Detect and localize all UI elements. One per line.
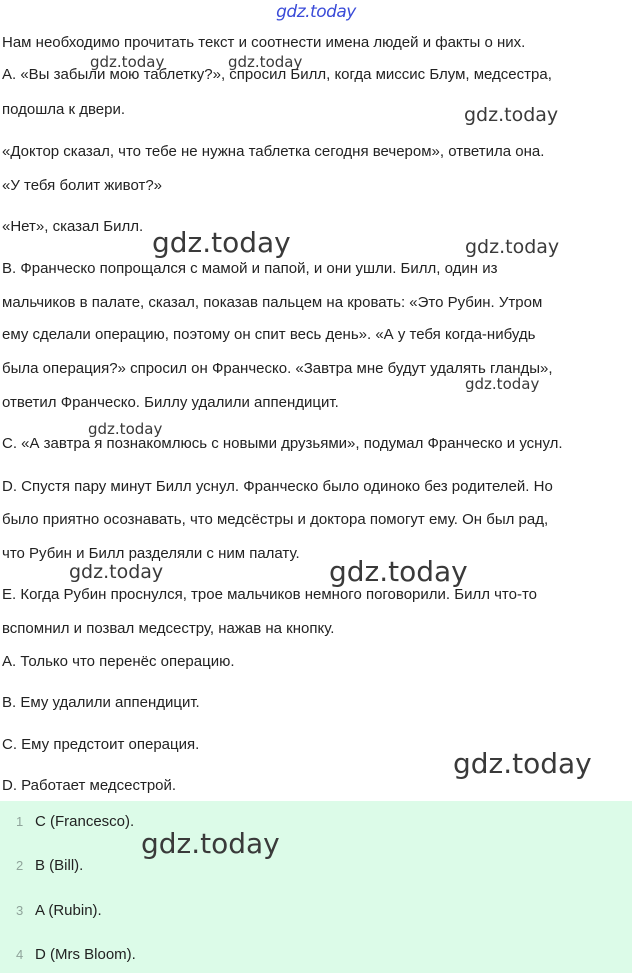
watermark: gdz.today (465, 236, 560, 258)
watermark: gdz.today (152, 226, 291, 259)
option-line: A. Только что перенёс операцию. (2, 653, 235, 670)
answer-text: D (Mrs Bloom). (35, 946, 136, 963)
watermark: gdz.today (88, 420, 163, 438)
watermark: gdz.today (69, 561, 164, 583)
text-line: была операция?» спросил он Франческо. «Завтра мне будут удалять гланды», (2, 360, 553, 377)
text-line: D. Спустя пару минут Билл уснул. Франческо было одиноко без родителей. Но (2, 478, 553, 495)
text-line: было приятно осознавать, что медсёстры и доктора помогут ему. Он был рад, (2, 511, 549, 528)
text-line: ему сделали операцию, поэтому он спит весь день». «А у тебя когда-нибудь (2, 326, 536, 343)
watermark: gdz.today (465, 375, 540, 393)
text-line: вспомнил и позвал медсестру, нажав на кнопку. (2, 620, 335, 637)
text-line: «Нет», сказал Билл. (2, 218, 144, 235)
answer-item (16, 902, 102, 920)
answer-text: C (Francesco). (35, 813, 135, 830)
text-line: «У тебя болит живот?» (2, 177, 163, 194)
site-brand-logo[interactable]: gdz.today (276, 2, 356, 22)
answer-item (16, 946, 136, 964)
watermark: gdz.today (453, 747, 592, 780)
answer-item (16, 857, 83, 875)
watermark: gdz.today (329, 555, 468, 588)
answer-number: 2 (16, 858, 24, 873)
text-line: «Доктор сказал, что тебе не нужна таблетка сегодня вечером», ответила она. (2, 143, 545, 160)
answers-panel (0, 801, 632, 973)
text-line: мальчиков в палате, сказал, показав пальцем на кровать: «Это Рубин. Утром (2, 294, 543, 311)
option-line: C. Ему предстоит операция. (2, 736, 200, 753)
answer-text: A (Rubin). (35, 902, 102, 919)
answer-number: 4 (16, 947, 24, 962)
watermark: gdz.today (464, 104, 559, 126)
watermark: gdz.today (141, 827, 280, 860)
watermark: gdz.today (228, 53, 303, 71)
text-line: E. Когда Рубин проснулся, трое мальчиков немного поговорили. Билл что-то (2, 586, 538, 603)
answer-item (16, 813, 134, 831)
text-line: подошла к двери. (2, 101, 126, 118)
text-line: Нам необходимо прочитать текст и соотнести имена людей и факты о них. (2, 34, 526, 51)
text-line: что Рубин и Билл разделяли с ним палату. (2, 545, 300, 562)
option-line: D. Работает медсестрой. (2, 777, 177, 794)
answer-text: B (Bill). (35, 857, 84, 874)
option-line: B. Ему удалили аппендицит. (2, 694, 200, 711)
text-line: ответил Франческо. Биллу удалили аппендицит. (2, 394, 339, 411)
answer-number: 3 (16, 903, 24, 918)
text-line: B. Франческо попрощался с мамой и папой, и они ушли. Билл, один из (2, 260, 498, 277)
text-line: A. «Вы забыли мою таблетку?», спросил Билл, когда миссис Блум, медсестра, (2, 66, 552, 83)
answer-number: 1 (16, 814, 24, 829)
watermark: gdz.today (90, 53, 165, 71)
text-line: C. «А завтра я познакомлюсь с новыми друзьями», подумал Франческо и уснул. (2, 435, 563, 452)
